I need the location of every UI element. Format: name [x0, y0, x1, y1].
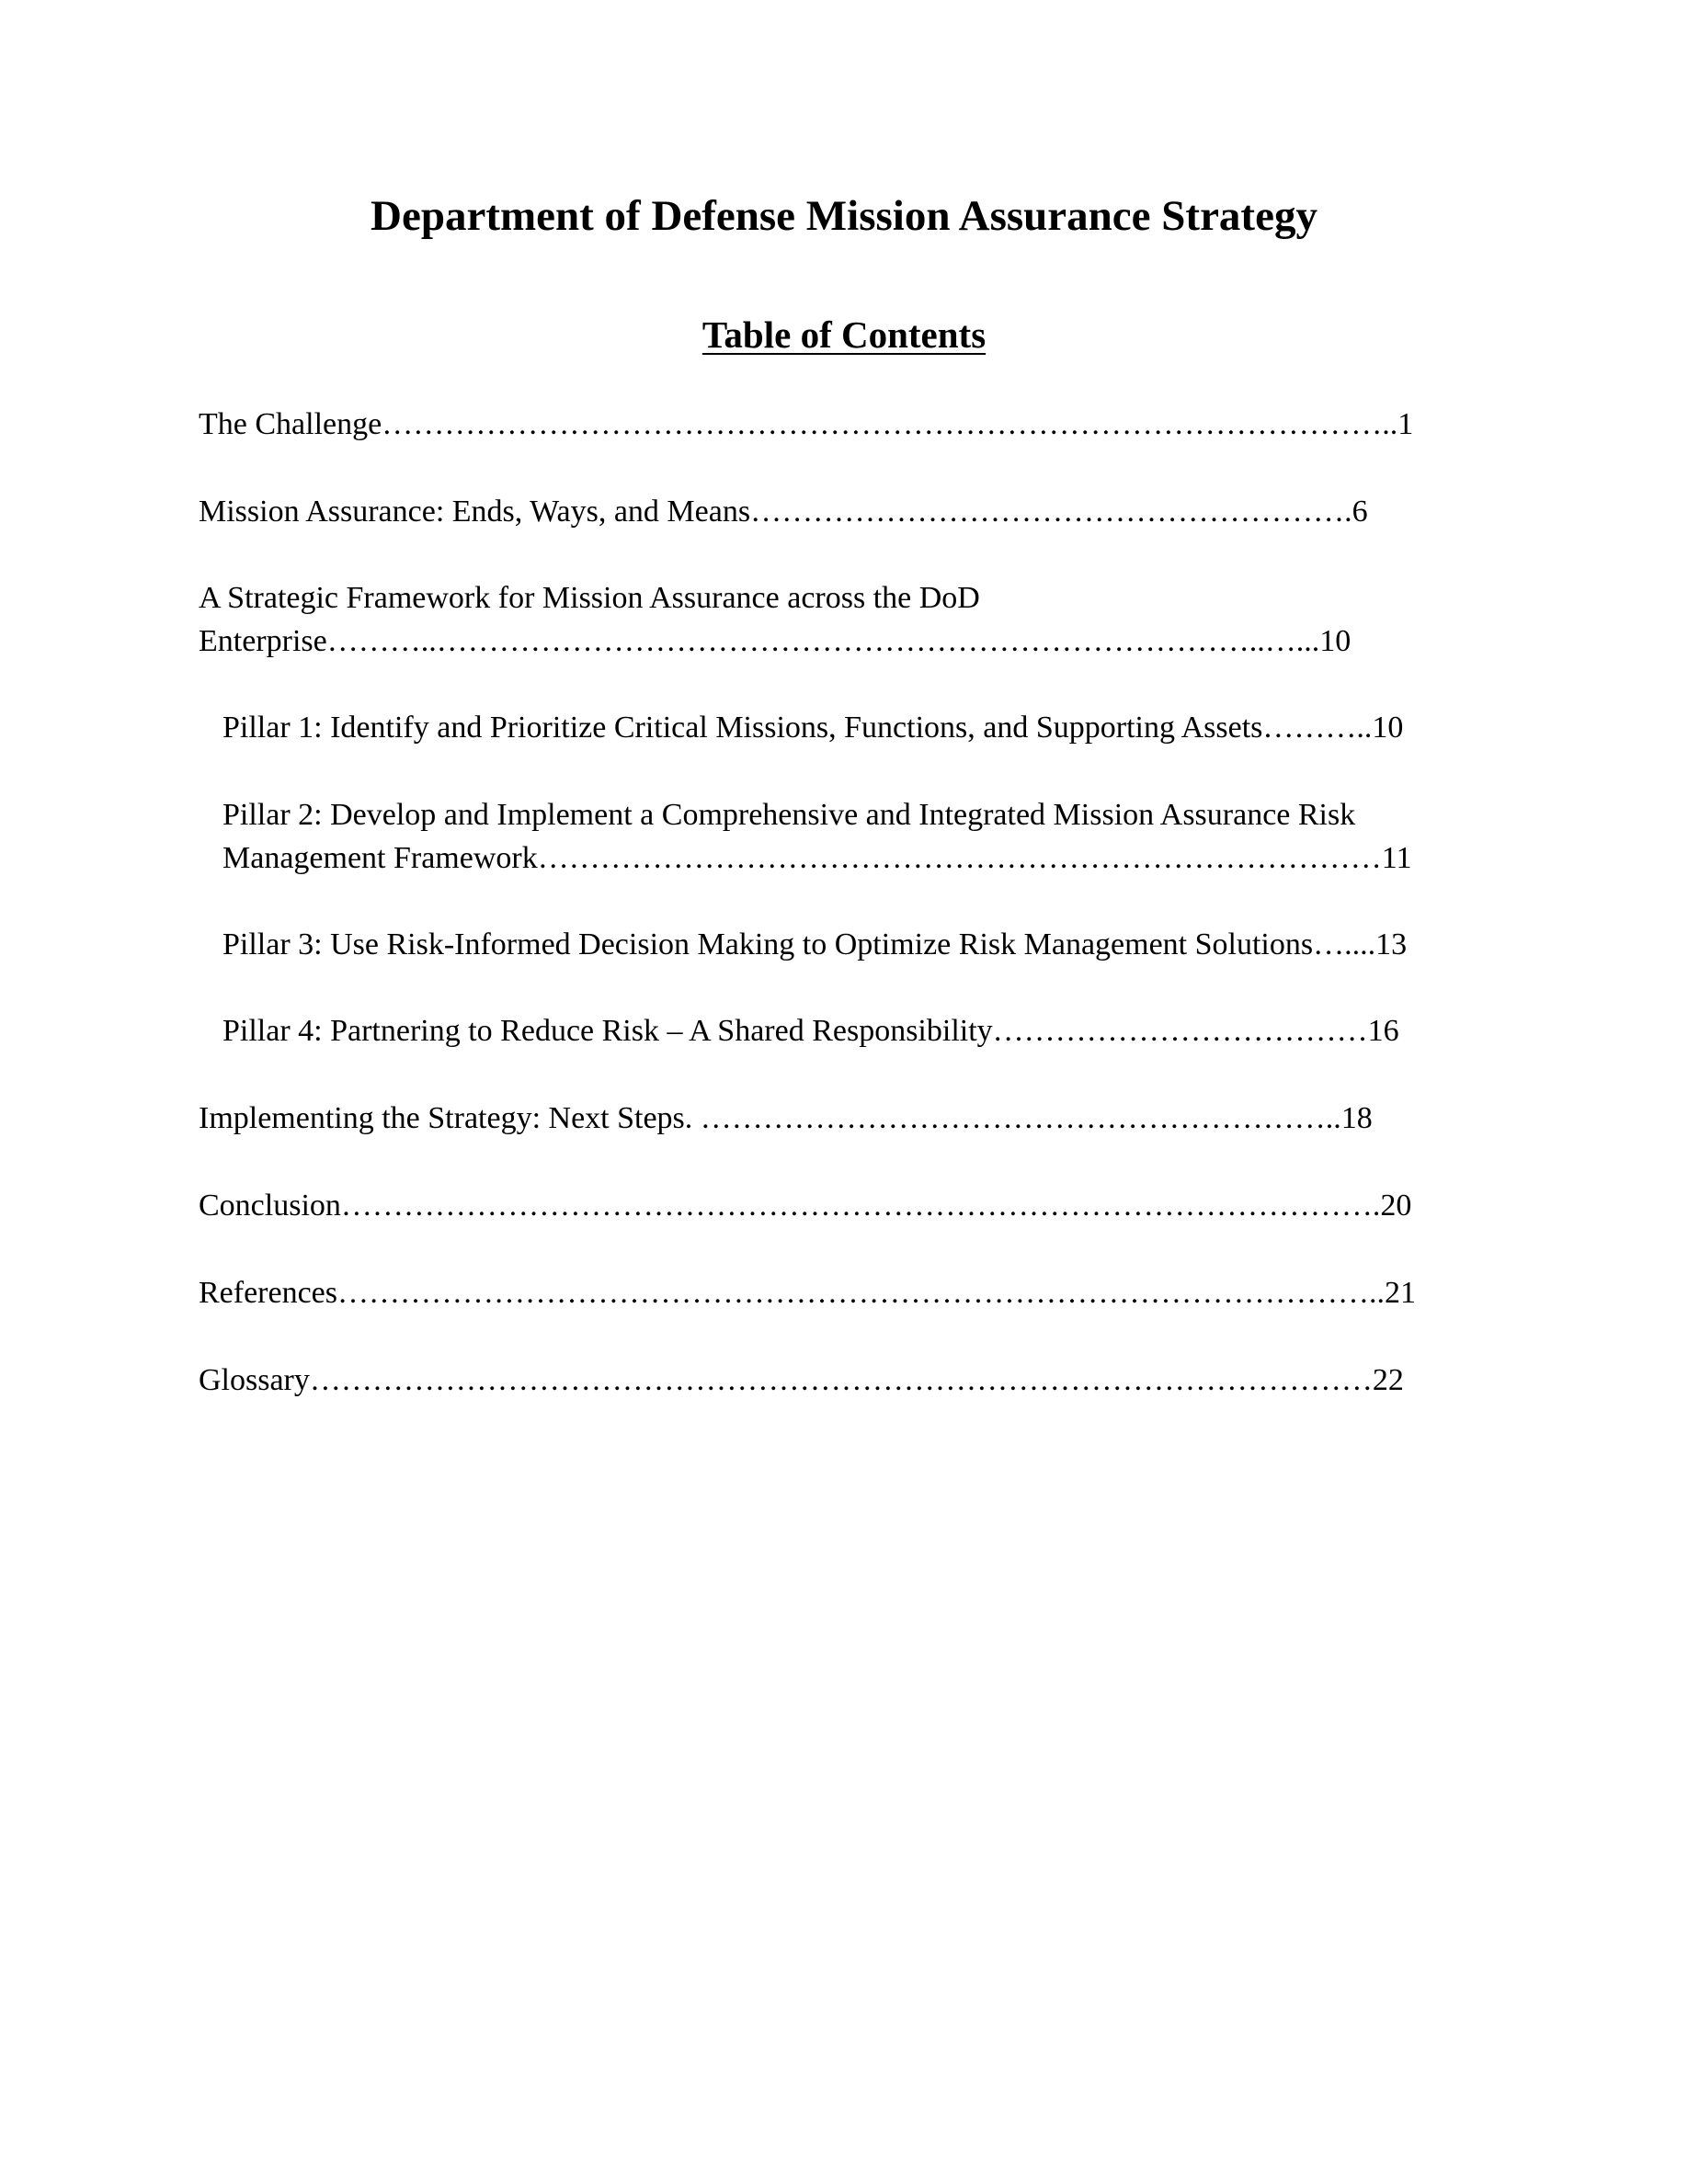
document-title: Department of Defense Mission Assurance Strategy: [371, 192, 1317, 240]
toc-entry-pillar-3[interactable]: [222, 923, 1482, 966]
toc-entry-pillar-4[interactable]: [222, 1009, 1482, 1052]
toc-entry-pillar-2[interactable]: [222, 793, 1482, 880]
toc-entry-strategic-framework[interactable]: [199, 576, 1482, 663]
toc-entry-line: The Challenge……………………………………………………………………………………..1: [199, 407, 1414, 441]
toc-entry-line: Implementing the Strategy: Next Steps. ……………………………………………………..18: [199, 1101, 1373, 1135]
toc-heading: [0, 310, 1688, 359]
toc-entry-line: Pillar 3: Use Risk-Informed Decision Making to Optimize Risk Management Solutions…....13: [222, 927, 1408, 961]
toc-entry-glossary[interactable]: [199, 1359, 1482, 1402]
toc-entry-line: Pillar 1: Identify and Prioritize Critical Missions, Functions, and Supporting Assets………..10: [222, 711, 1404, 745]
toc-entry-references[interactable]: [199, 1271, 1482, 1314]
toc-entry-line: References………………………………………………………………………………………..21: [199, 1276, 1417, 1310]
toc-entry-line: A Strategic Framework for Mission Assurance across the DoD: [199, 581, 980, 615]
toc-entry-line: Enterprise………..……………………………………………………………………..…...10: [199, 624, 1352, 658]
toc-entry-line: Pillar 2: Develop and Implement a Comprehensive and Integrated Mission Assurance Risk: [222, 798, 1356, 832]
toc-heading-text: Table of Contents: [701, 313, 987, 356]
toc-entry-implementing-strategy[interactable]: [199, 1097, 1482, 1140]
toc-entry-conclusion[interactable]: [199, 1184, 1482, 1227]
toc-entry-line: Management Framework………………………………………………………………………11: [222, 841, 1412, 875]
toc-entry-line: Glossary…………………………………………………………………………………………22: [199, 1363, 1404, 1397]
toc-entry-mission-assurance[interactable]: [199, 490, 1482, 533]
toc-entry-line: Mission Assurance: Ends, Ways, and Means………………………………………………….6: [199, 495, 1368, 529]
toc-entry-the-challenge[interactable]: [199, 403, 1482, 446]
toc-entry-line: Pillar 4: Partnering to Reduce Risk – A Shared Responsibility………………………………16: [222, 1014, 1399, 1048]
toc-entry-pillar-1[interactable]: [222, 706, 1482, 749]
toc-entry-line: Conclusion……………………………………………………………………………………….20: [199, 1189, 1412, 1223]
